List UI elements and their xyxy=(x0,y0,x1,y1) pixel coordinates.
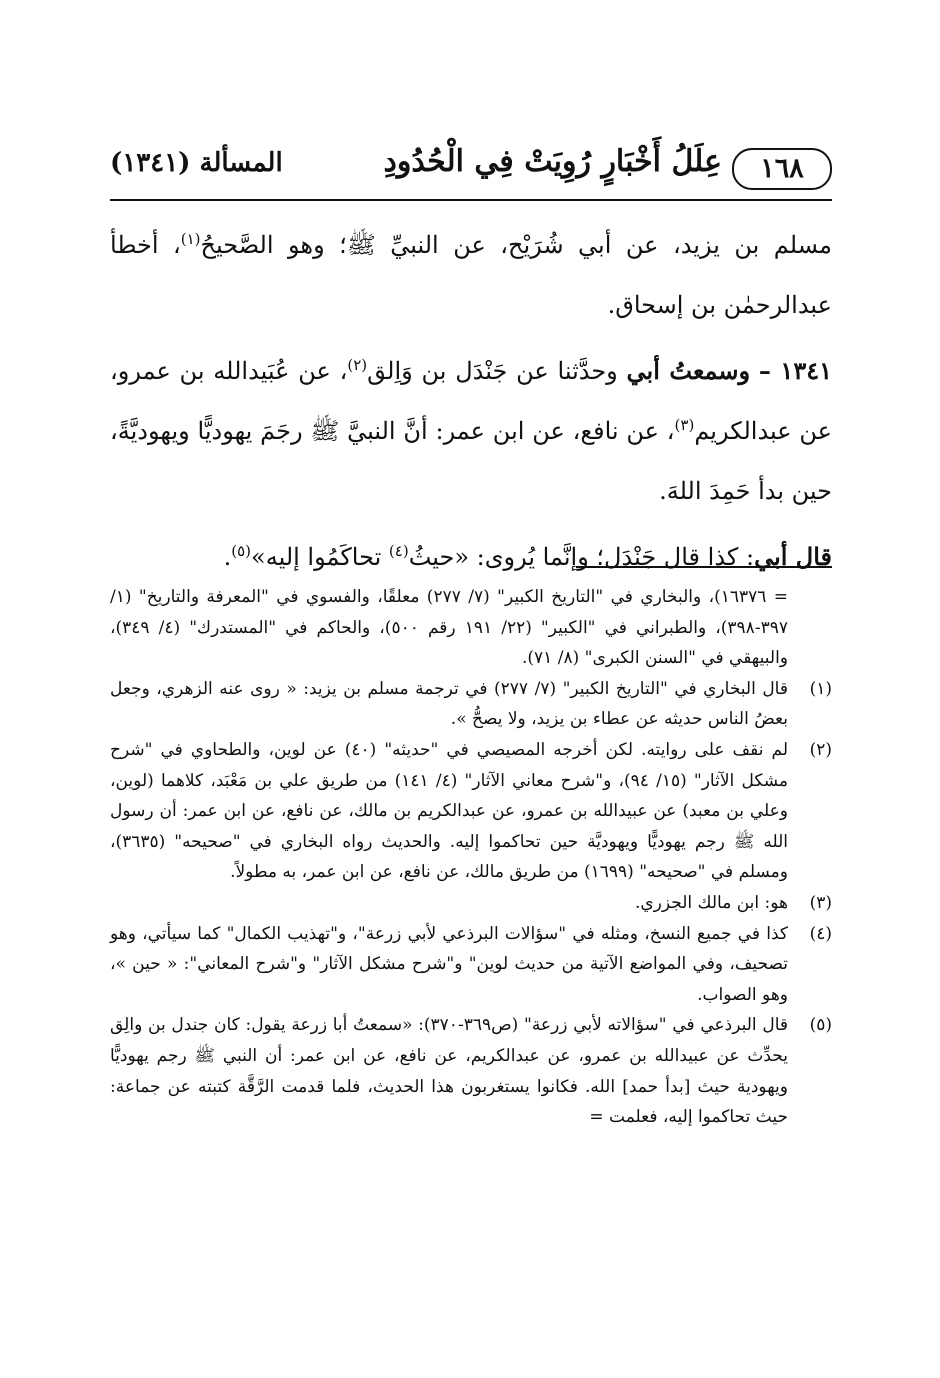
footnote-mark: (٥) xyxy=(809,1015,832,1036)
p2-lead: وسمعتُ أبي xyxy=(626,356,751,385)
book-title: عِلَلُ أَخْبَارٍ رُوِيَتْ فِي الْحُدُودِ xyxy=(383,144,722,179)
p1-after: ، أخطأ عبدالرحمٰن بن إسحاق. xyxy=(110,231,832,319)
footnote-2 xyxy=(110,735,832,888)
footnote-text: قال البرذعي في "سؤالاته لأبي زرعة" (ص٣٦٩-٣٧٠): «سمعتُ أبا زرعة يقول: كان جندل بن والِق يحدِّث عن عبيدالله بن عمرو، عن عبدالكريم، عن نافع، عن ابن عمر: أن النبي ﷺ رجم يهوديًّا ويهودية حيث [بدأ حمد] الله. فكانوا يستغربون هذا الحديث، فلما قدمت الرَّقَّة كتبته عن جماعة: حيث تحاكموا إليه، فعلمت = xyxy=(110,1015,788,1128)
paragraph-1341 xyxy=(110,341,832,521)
footnote-text: كذا في جميع النسخ، ومثله في "سؤالات البرذعي لأبي زرعة"، و"تهذيب الكمال" كما سيأتي، وهو تصحيف، وفي المواضع الآتية من حديث لوين" و"شرح مشكل الآثار" و"شرح المعاني": « حين »، وهو الصواب. xyxy=(110,923,788,1005)
footnote-4 xyxy=(110,919,832,1011)
footnote-text: لم نقف على روايته. لكن أخرجه المصيصي في "حديثه" (٤٠) عن لوين، والطحاوي في "شرح مشكل الآثار" (١٥/ ٩٤)، و"شرح معاني الآثار" (٤/ ١٤١) من طريق علي بن مَعْبَد، كلاهما (لوين، وعلي بن معبد) عن عبيدالله بن عمرو، عن عبدالكريم بن مالك، عن نافع، عن ابن عمر: أن رسول الله ﷺ رجم يهوديًّا ويهوديَّة حين تحاكموا إليه. والحديث رواه البخاري في "صحيحه" (٣٦٣٥)، ومسلم في "صحيحه" (١٦٩٩) من طريق مالك، عن نافع، عن ابن عمر، به مطولاً. xyxy=(110,739,788,883)
issue-number: ١٣٤١ – xyxy=(758,356,832,385)
paragraph-1 xyxy=(110,215,832,335)
footnote-5 xyxy=(110,1010,832,1132)
footnote-mark: (٤) xyxy=(809,923,832,944)
footnote-mark: (٣) xyxy=(809,892,832,913)
p3-b: تحاكَمُوا إليه» xyxy=(251,543,389,571)
footnote-3 xyxy=(110,888,832,919)
p1-text: مسلم بن يزيد، عن أبي شُرَيْح، عن النبيِّ ﷺ؛ وهو الصَّحيحُ xyxy=(200,231,832,259)
footnote-ref-4: (٤) xyxy=(388,542,409,560)
footnote-ref-5: (٥) xyxy=(231,542,252,560)
p2-a: وحدَّثنا عن جَنْدَل بن وَاِلق xyxy=(367,357,627,385)
footnote-ref-2: (٢) xyxy=(347,356,368,374)
page-number: ١٦٨ xyxy=(732,148,832,190)
p3-end: . xyxy=(223,543,232,571)
main-text xyxy=(110,215,832,587)
footnote-ref-3: (٣) xyxy=(674,416,695,434)
p2-c: ، عن نافع، عن ابن عمر: أنَّ النبيَّ ﷺ رجَمَ يهوديًّا ويهوديَّةً، حين بدأ حَمِدَ اللهَ. xyxy=(110,417,832,505)
footnote-rule xyxy=(576,566,832,568)
footnote-text: هو: ابن مالك الجزري. xyxy=(634,892,788,913)
footnote-continuation: = ١٦٣٧٦)، والبخاري في "التاريخ الكبير" (٧/ ٢٧٧) معلقًا، والفسوي في "المعرفة والتاريخ" (١/ ٣٩٧-٣٩٨)، والطبراني في "الكبير" (٢٢/ ١٩١ رقم ٥٠٠)، والحاكم في "المستدرك" (٤/ ٣٤٩)، والبيهقي في "السنن الكبرى" (٨/ ٧١). xyxy=(110,587,788,669)
issue-label: المسألة (١٣٤١) xyxy=(110,148,283,178)
footnote-mark: (٢) xyxy=(809,739,832,760)
footnote-text: قال البخاري في "التاريخ الكبير" (٧/ ٢٧٧) في ترجمة مسلم بن يزيد: « روى عنه الزهري، وجعل بعضُ الناس حديثه عن عطاء بن يزيد، ولا يصحُّ ». xyxy=(110,678,788,730)
footnotes xyxy=(110,582,832,1133)
p2-b: ، عن عُبَيدالله بن عمرو، عن عبدالكريم xyxy=(110,357,832,445)
footnote-mark: (١) xyxy=(809,678,832,699)
page-header xyxy=(110,140,832,194)
footnote-1 xyxy=(110,674,832,735)
paragraph-3 xyxy=(110,527,832,587)
header-rule xyxy=(110,199,832,201)
p3-lead: قال أبي xyxy=(754,542,832,571)
p3-a: : كذا قال جَنْدَل؛ وإنَّما يُروى: «حيثُ xyxy=(408,543,755,571)
footnote-ref-1: (١) xyxy=(180,230,201,248)
